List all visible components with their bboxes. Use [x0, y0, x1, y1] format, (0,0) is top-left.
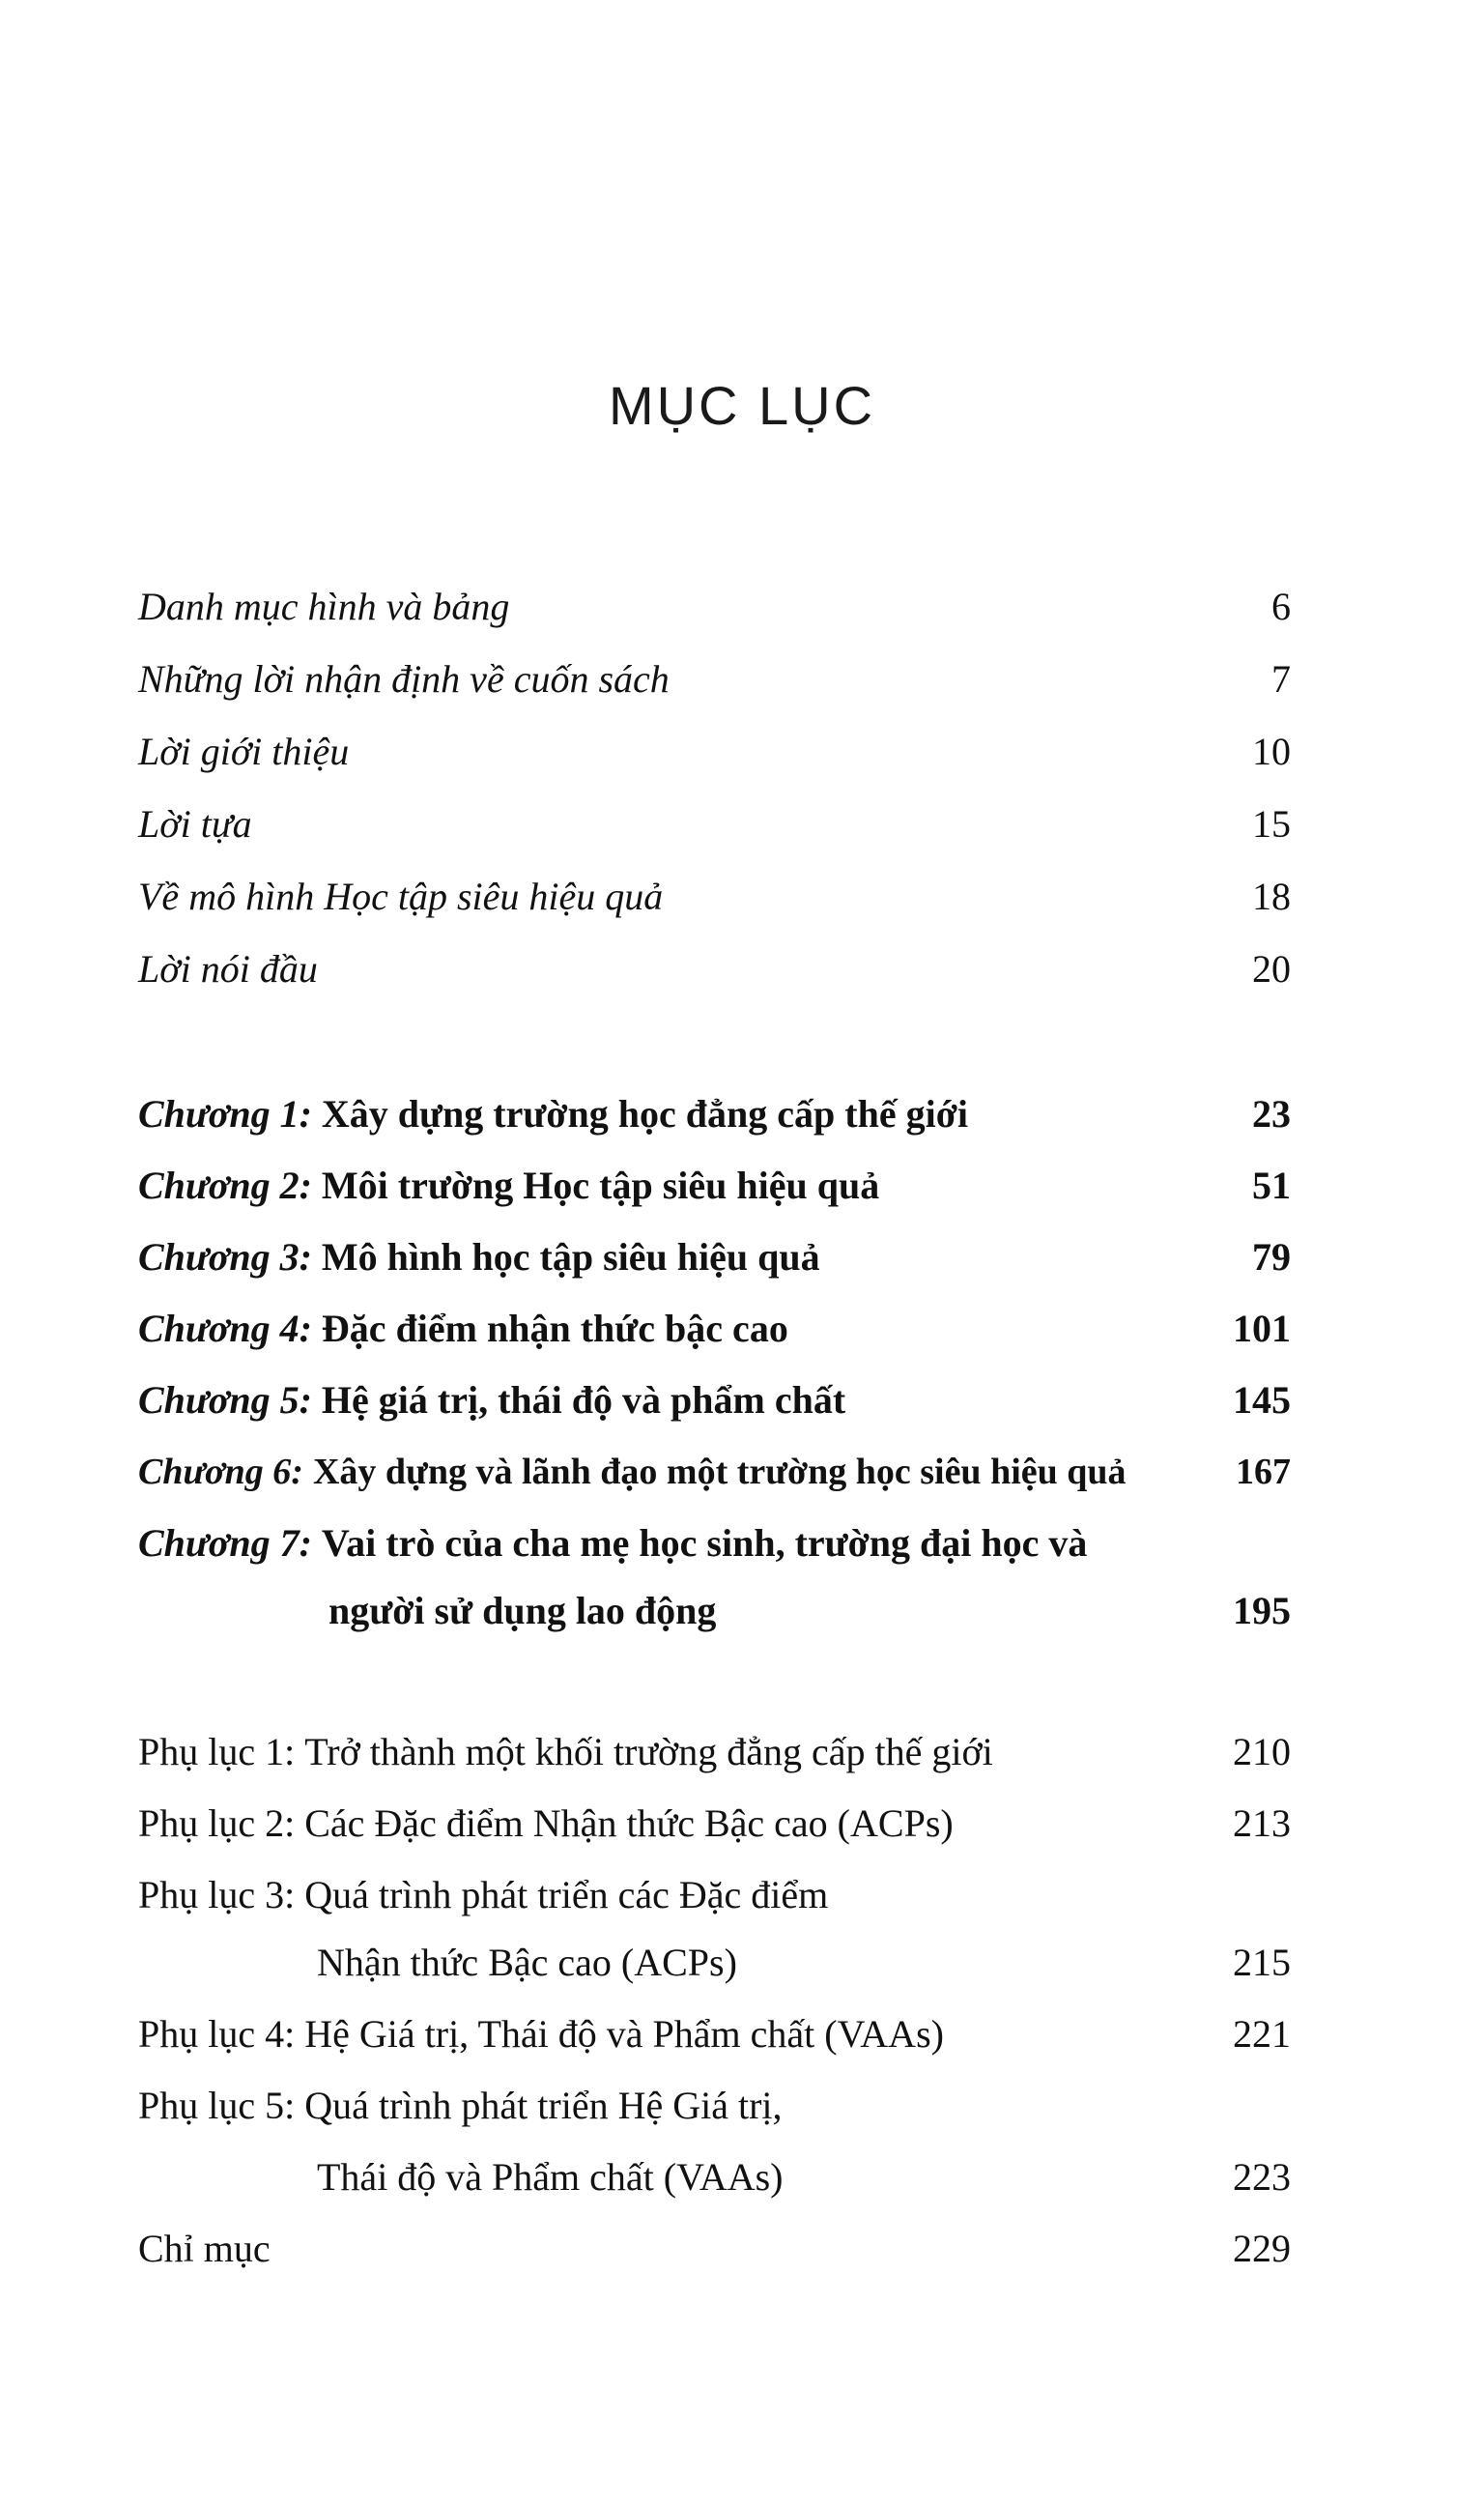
appendix-title: Các Đặc điểm Nhận thức Bậc cao (ACPs): [304, 1801, 954, 1845]
chapter-page: 101: [1233, 1307, 1291, 1350]
chapter-prefix: Chương 5:: [138, 1378, 312, 1422]
appendix-prefix: Phụ lục 4:: [138, 2012, 296, 2056]
chapter-prefix: Chương 1:: [138, 1092, 312, 1136]
chapter-prefix: Chương 6:: [138, 1452, 303, 1492]
appendix-title-continued: Thái độ và Phẩm chất (VAAs): [317, 2155, 784, 2199]
toc-entry: [138, 578, 1291, 636]
toc-entry: [138, 940, 1291, 998]
chapter-page: 51: [1252, 1164, 1291, 1207]
appendix-page: 223: [1233, 2155, 1291, 2199]
toc-entry-label: Những lời nhận định về cuốn sách: [138, 657, 670, 701]
chapter-page: 23: [1252, 1092, 1291, 1136]
appendix-page: 213: [1233, 1801, 1291, 1845]
chapter-title-continued: người sử dụng lao động: [328, 1589, 717, 1632]
appendix-title: Quá trình phát triển Hệ Giá trị,: [304, 2084, 783, 2127]
toc-entry-page: 15: [1252, 802, 1291, 846]
appendix-title: Hệ Giá trị, Thái độ và Phẩm chất (VAAs): [304, 2012, 944, 2056]
chapter-prefix: Chương 7:: [138, 1521, 312, 1565]
appendix-title-continued: Nhận thức Bậc cao (ACPs): [317, 1941, 737, 1984]
toc-chapter: [138, 1514, 1291, 1572]
toc-chapter: [138, 1228, 1291, 1286]
chapter-title: Xây dựng và lãnh đạo một trường học siêu hiệu quả: [312, 1452, 1127, 1492]
toc-entry: [138, 868, 1291, 926]
toc-entry: [138, 795, 1291, 853]
appendix-title: Quá trình phát triển các Đặc điểm: [304, 1873, 829, 1916]
toc-chapter: [138, 1300, 1291, 1358]
toc-entry-page: 18: [1252, 875, 1291, 918]
toc-entry-label: Lời tựa: [138, 802, 252, 846]
appendix-prefix: Phụ lục 5:: [138, 2084, 296, 2127]
appendix-page: 215: [1233, 1941, 1291, 1984]
toc-entry-label: Về mô hình Học tập siêu hiệu quả: [138, 875, 664, 918]
chapter-page: 195: [1233, 1589, 1291, 1632]
index-label: Chỉ mục: [138, 2227, 271, 2270]
appendix-prefix: Phụ lục 2:: [138, 1801, 296, 1845]
toc-chapter: [138, 1157, 1291, 1215]
toc-appendix: [138, 1723, 1291, 1781]
toc-entry-label: Lời giới thiệu: [138, 730, 350, 773]
appendix-prefix: Phụ lục 3:: [138, 1873, 296, 1916]
toc-entry-label: Danh mục hình và bảng: [138, 585, 510, 628]
appendix-prefix: Phụ lục 1:: [138, 1730, 296, 1773]
index-page: 229: [1233, 2227, 1291, 2270]
appendix-title: Trở thành một khối trường đẳng cấp thế giới: [304, 1730, 993, 1773]
toc-appendix: [138, 1795, 1291, 1853]
chapter-title: Đặc điểm nhận thức bậc cao: [321, 1307, 788, 1350]
chapter-title: Mô hình học tập siêu hiệu quả: [321, 1235, 820, 1279]
toc-chapter: [138, 1371, 1291, 1429]
toc-entry-page: 6: [1271, 585, 1291, 628]
toc-entry-page: 7: [1271, 657, 1291, 701]
chapter-prefix: Chương 4:: [138, 1307, 312, 1350]
toc-index: [138, 2220, 1291, 2278]
toc-appendix: [138, 2005, 1291, 2063]
toc-entry: [138, 723, 1291, 781]
appendix-page: 210: [1233, 1730, 1291, 1773]
toc-entry-page: 20: [1252, 947, 1291, 991]
chapter-title: Hệ giá trị, thái độ và phẩm chất: [321, 1378, 846, 1422]
appendix-page: 221: [1233, 2012, 1291, 2056]
chapter-page: 79: [1252, 1235, 1291, 1279]
toc-entry: [138, 650, 1291, 708]
toc-chapter: [138, 1085, 1291, 1143]
toc-appendix: [138, 2077, 1291, 2135]
toc-entry-label: Lời nói đầu: [138, 947, 318, 991]
chapter-prefix: Chương 2:: [138, 1164, 312, 1207]
chapter-page: 145: [1233, 1378, 1291, 1422]
toc-entry-page: 10: [1252, 730, 1291, 773]
toc-appendix: [138, 1866, 1291, 1924]
chapter-prefix: Chương 3:: [138, 1235, 312, 1279]
chapter-title: Xây dựng trường học đẳng cấp thế giới: [321, 1092, 968, 1136]
chapter-page: 167: [1236, 1452, 1291, 1492]
toc-chapter: [138, 1443, 1291, 1501]
chapter-title: Môi trường Học tập siêu hiệu quả: [321, 1164, 880, 1207]
page-title: MỤC LỤC: [608, 375, 876, 436]
chapter-title: Vai trò của cha mẹ học sinh, trường đại học và: [321, 1521, 1088, 1565]
